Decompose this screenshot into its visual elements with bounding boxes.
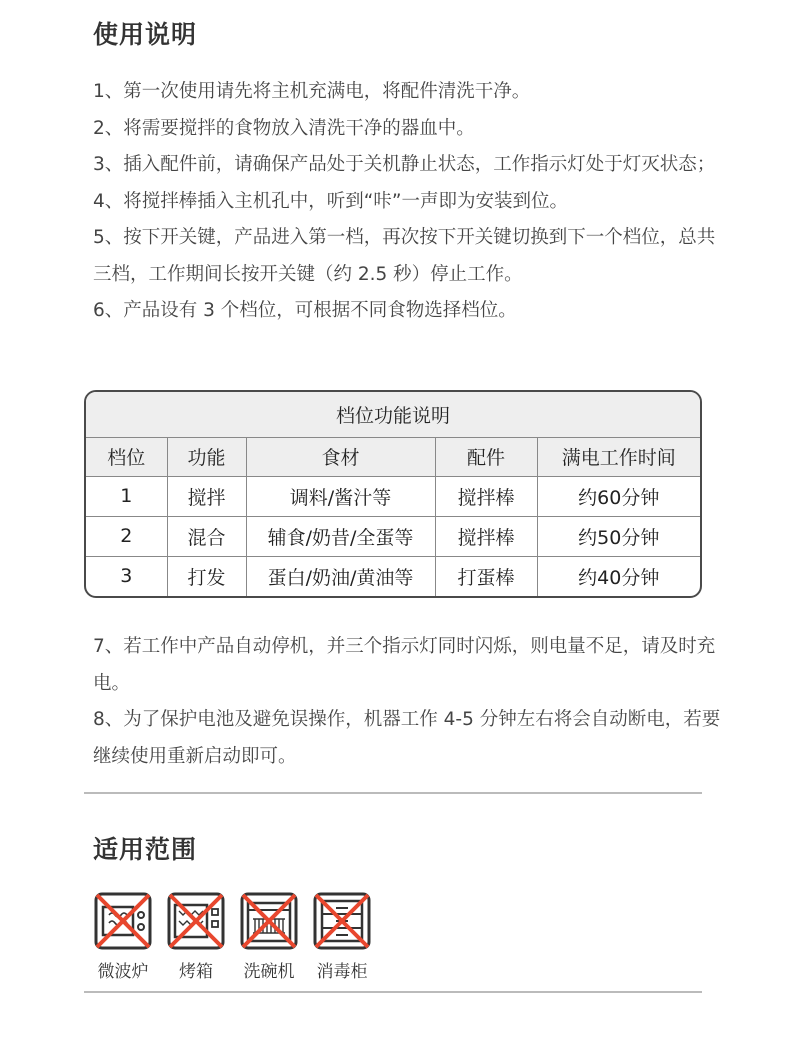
instruction-item: 7、若工作中产品自动停机，并三个指示灯同时闪烁，则电量不足，请及时充电。	[93, 636, 716, 694]
table-cell: 2	[86, 516, 167, 556]
appliance-list	[93, 891, 372, 982]
instruction-item: 8、为了保护电池及避免误操作，机器工作 4-5 分钟左右将会自动断电，若要继续使用重新启动即可。	[93, 709, 721, 767]
instructions-bottom	[93, 629, 733, 775]
instruction-item: 1、第一次使用请先将主机充满电，将配件清洗干净。	[93, 81, 531, 102]
appliance-microwave	[93, 891, 153, 982]
table-cell: 辅食/奶昔/全蛋等	[246, 516, 435, 556]
table-cell: 混合	[167, 516, 246, 556]
oven-prohibited-icon	[166, 891, 226, 951]
instruction-item: 2、将需要搅拌的食物放入清洗干净的器血中。	[93, 117, 475, 139]
table-row	[86, 516, 700, 556]
instruction-item: 4、将搅拌棒插入主机孔中，听到“咔”一声即为安装到位。	[93, 190, 568, 212]
column-header-ingredients: 食材	[246, 438, 435, 476]
table-cell: 3	[86, 556, 167, 596]
table-cell: 蛋白/奶油/黄油等	[246, 556, 435, 596]
table-cell: 搅拌棒	[435, 516, 537, 556]
microwave-prohibited-icon	[93, 891, 153, 951]
table-title: 档位功能说明	[86, 392, 700, 438]
appliance-label: 烤箱	[179, 962, 213, 982]
instruction-item: 3、插入配件前，请确保产品处于关机静止状态，工作指示灯处于灯灭状态；	[93, 154, 716, 175]
appliance-oven	[166, 891, 226, 982]
column-header-gear: 档位	[86, 438, 167, 476]
appliance-label: 微波炉	[97, 962, 149, 982]
table-cell: 搅拌	[167, 476, 246, 516]
table-cell: 约40分钟	[578, 566, 660, 589]
table-cell: 搅拌棒	[435, 476, 537, 516]
section-divider	[84, 991, 702, 993]
scope-section-title: 适用范围	[93, 835, 198, 864]
column-header-runtime: 满电工作时间	[537, 438, 700, 476]
appliance-label: 洗碗机	[243, 962, 295, 982]
instruction-item: 6、产品设有 3 个档位，可根据不同食物选择档位。	[93, 300, 517, 321]
table-cell: 打蛋棒	[435, 556, 537, 596]
table-row	[86, 556, 700, 596]
gear-function-table	[84, 390, 702, 598]
appliance-dishwasher	[239, 891, 299, 982]
column-header-accessory: 配件	[435, 438, 537, 476]
table-cell: 打发	[167, 556, 246, 596]
instructions-top	[93, 74, 733, 330]
column-header-function: 功能	[167, 438, 246, 476]
table-header-row	[86, 438, 700, 476]
table-cell: 调料/酱汁等	[246, 476, 435, 516]
sterilizer-prohibited-icon	[312, 891, 372, 951]
table-cell: 约50分钟	[537, 516, 700, 556]
table-cell: 约60分钟	[537, 476, 700, 516]
section-divider	[84, 792, 702, 794]
appliance-sterilizer	[312, 891, 372, 982]
usage-section-title: 使用说明	[93, 20, 198, 49]
table-row	[86, 476, 700, 516]
instruction-item: 5、按下开关键，产品进入第一档，再次按下开关键切换到下一个档位，总共三档，工作期间长按开关键（约 2.5 秒）停止工作。	[93, 227, 716, 285]
dishwasher-prohibited-icon	[239, 891, 299, 951]
table-cell: 1	[86, 476, 167, 516]
appliance-label: 消毒柜	[316, 962, 368, 982]
